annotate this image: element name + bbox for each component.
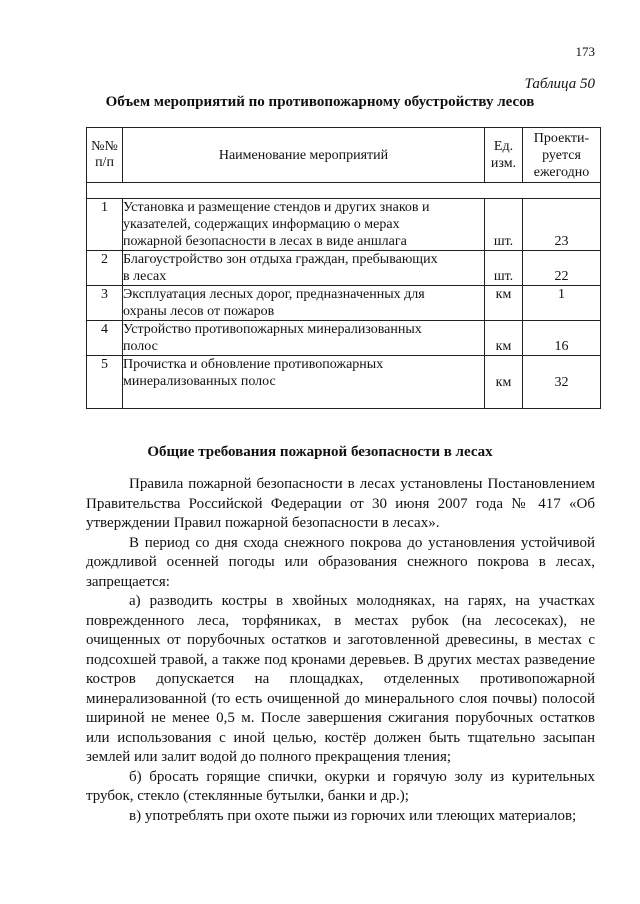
row-value: 23 <box>523 199 601 251</box>
page-number: 173 <box>575 44 595 59</box>
table-row <box>87 356 601 409</box>
row-name-line: Благоустройство зон отдыха граждан, пребывающих <box>123 252 438 267</box>
row-unit: км <box>485 321 523 356</box>
row-unit: шт. <box>485 199 523 251</box>
table-caption: Таблица 50 <box>524 76 595 92</box>
row-name-line: Установка и размещение стендов и других знаков и <box>123 200 430 215</box>
table-row <box>87 321 601 356</box>
row-name <box>123 199 485 251</box>
row-name <box>123 251 485 286</box>
paragraph: В период со дня схода снежного покрова до установления устойчивой дождливой осенней погоды или образования снежного покрова в лесах, запрещается: <box>86 534 595 590</box>
row-name-line: полос <box>123 339 158 354</box>
header-unit-line: изм. <box>490 156 517 171</box>
header-name: Наименование мероприятий <box>123 128 485 183</box>
table-row <box>87 199 601 251</box>
header-unit-line: Ед. <box>493 139 514 154</box>
row-number: 5 <box>87 356 123 409</box>
header-yearly-line: руется <box>542 147 581 163</box>
header-unit <box>485 128 523 183</box>
row-name-line: Прочистка и обновление противопожарных <box>123 357 384 372</box>
row-name <box>123 356 485 409</box>
row-value: 22 <box>523 251 601 286</box>
header-number-line: №№ <box>91 139 118 154</box>
row-name-line: Устройство противопожарных минерализованных <box>123 322 422 337</box>
row-unit: шт. <box>485 251 523 286</box>
row-number: 2 <box>87 251 123 286</box>
section-title: Общие требования пожарной безопасности в лесах <box>147 444 493 460</box>
paragraph: а) разводить костры в хвойных молодняках, на гарях, на участках поврежденного леса, торфяниках, в местах рубок (на лесосеках), не очищенных от порубочных остатков и заготовленной древесины, в местах с подсохшей травой, а также под кронами деревьев. В других местах разведение костров допускается на площадках, отделенных противопожарной минерализованной (то есть очищенной до минерального слоя почвы) полосой шириной не менее 0,5 м. После завершения сжигания порубочных остатков или использования с иной целью, костёр должен быть тщательно засыпан землей или залит водой до полного прекращения тления; <box>86 593 595 765</box>
table-spacer-row <box>87 183 601 199</box>
paragraph: в) употреблять при охоте пыжи из горючих или тлеющих материалов; <box>129 807 577 824</box>
paragraph: Правила пожарной безопасности в лесах установлены Постановлением Правительства Российской Федерации от 30 июня 2007 года № 417 «Об утверждении Правил пожарной безопасности в лесах». <box>86 476 595 531</box>
table-header-row <box>87 128 601 183</box>
measures-table <box>86 127 601 409</box>
row-name-line: Эксплуатация лесных дорог, предназначенных для <box>123 287 425 302</box>
row-unit: км <box>485 356 523 409</box>
row-name-line: в лесах <box>123 269 167 284</box>
header-yearly-line: ежегодно <box>533 164 590 180</box>
section-body <box>86 475 595 826</box>
row-number: 1 <box>87 199 123 251</box>
row-number: 3 <box>87 286 123 321</box>
row-name-line: указателей, содержащих информацию о мерах <box>123 217 400 232</box>
header-yearly <box>523 128 601 183</box>
row-name-line: пожарной безопасности в лесах в виде аншлага <box>123 234 407 249</box>
header-number <box>87 128 123 183</box>
row-name <box>123 321 485 356</box>
paragraph: б) бросать горящие спички, окурки и горячую золу из курительных трубок, стекло (стеклянные бутылки, банки и др.); <box>86 768 595 804</box>
table-row <box>87 286 601 321</box>
row-number: 4 <box>87 321 123 356</box>
table-title: Объем мероприятий по противопожарному обустройству лесов <box>105 94 535 110</box>
row-name-line: охраны лесов от пожаров <box>123 304 275 319</box>
row-unit: км <box>485 286 523 321</box>
header-yearly-line: Проекти- <box>533 130 590 146</box>
row-value: 32 <box>523 356 601 409</box>
row-name-line: минерализованных полос <box>123 374 276 389</box>
row-value: 1 <box>523 286 601 321</box>
table-row <box>87 251 601 286</box>
row-name <box>123 286 485 321</box>
header-number-line: п/п <box>95 155 114 170</box>
row-value: 16 <box>523 321 601 356</box>
